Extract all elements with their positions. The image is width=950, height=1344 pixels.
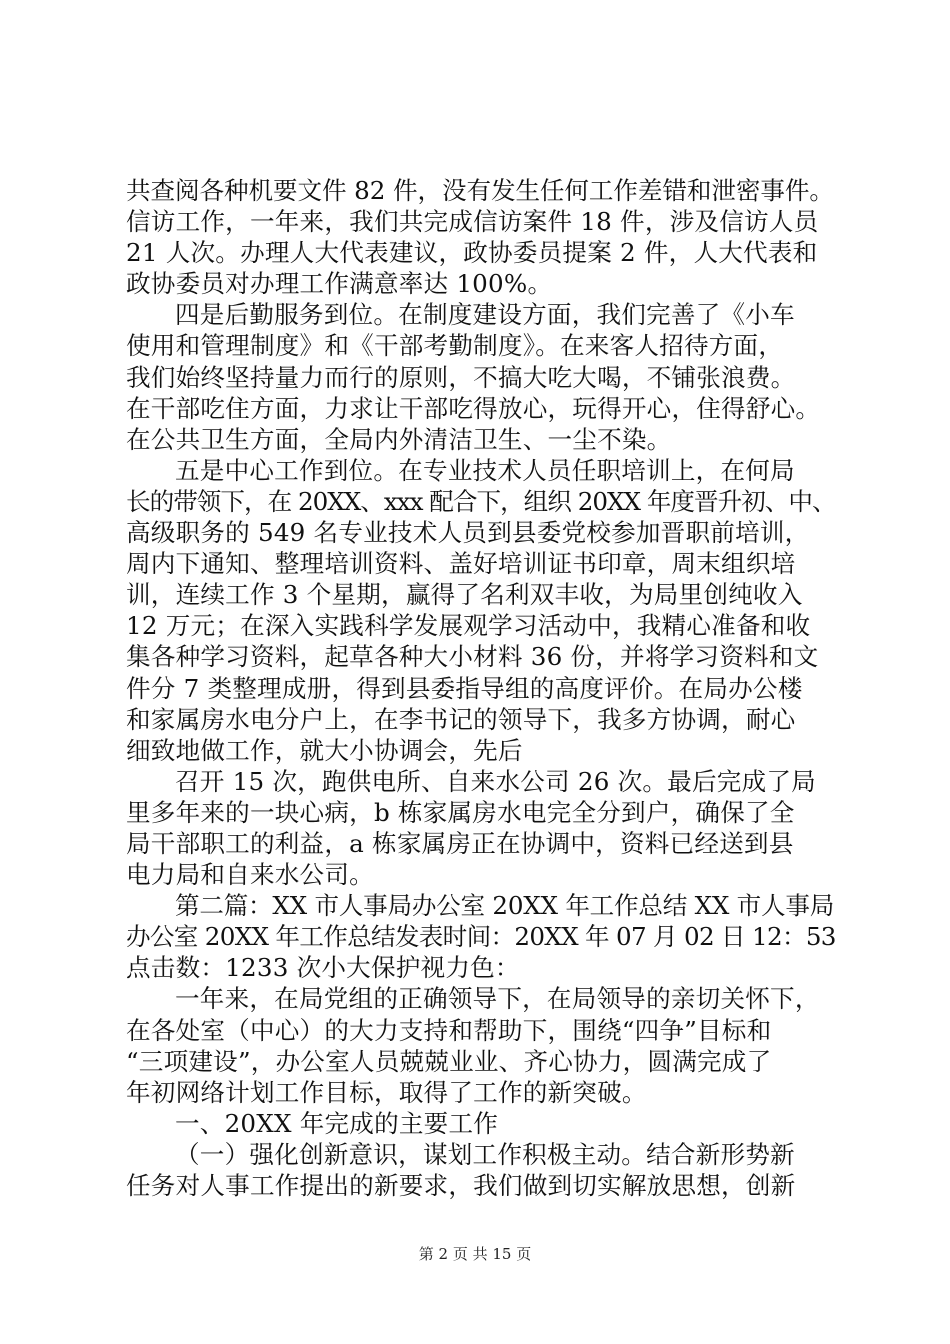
text-line: 训，连续工作 3 个星期，赢得了名利双丰收，为局里创纯收入: [126, 580, 803, 610]
text-line: 21 人次。办理人大代表建议，政协委员提案 2 件，人大代表和: [126, 238, 818, 268]
text-line: 召开 15 次，跑供电所、自来水公司 26 次。最后完成了局: [175, 766, 816, 796]
page-footer: 第 2 页 共 15 页: [418, 1245, 532, 1263]
text-line: 一年来，在局党组的正确领导下，在局领导的亲切关怀下，: [175, 984, 820, 1014]
text-line: 办公室 20XX 年工作总结发表时间：20XX 年 07 月 02 日 12：53: [126, 922, 836, 952]
text-line: （一）强化创新意识，谋划工作积极主动。结合新形势新: [175, 1139, 795, 1169]
text-line: 信访工作，一年来，我们共完成信访案件 18 件，涉及信访人员: [126, 207, 819, 237]
text-line: 集各种学习资料，起草各种大小材料 36 份，并将学习资料和文: [126, 642, 819, 672]
text-line: 细致地做工作，就大小协调会，先后: [126, 735, 523, 765]
text-line: 在各处室（中心）的大力支持和帮助下，围绕“四争”目标和: [126, 1015, 772, 1045]
text-line: 五是中心工作到位。在专业技术人员任职培训上，在何局: [175, 455, 795, 485]
text-line: 高级职务的 549 名专业技术人员到县委党校参加晋职前培训，: [126, 518, 810, 548]
text-line: “三项建设”，办公室人员兢兢业业、齐心协力，圆满完成了: [126, 1046, 772, 1076]
text-line: 在干部吃住方面，力求让干部吃得放心，玩得开心，住得舒心。: [126, 393, 821, 423]
document-body: [126, 175, 836, 1201]
text-line: 在公共卫生方面，全局内外清洁卫生、一尘不染。: [126, 424, 672, 454]
text-line: 四是后勤服务到位。在制度建设方面，我们完善了《小车: [175, 300, 795, 330]
text-line: 里多年来的一块心病，b 栋家属房水电完全分到户，确保了全: [126, 797, 795, 827]
text-line: 政协委员对办理工作满意率达 100%。: [126, 269, 553, 299]
text-line: 件分 7 类整理成册，得到县委指导组的高度评价。在局办公楼: [126, 673, 803, 703]
text-line: 长的带领下，在 20XX、xxx 配合下，组织 20XX 年度晋升初、中、: [126, 486, 836, 516]
text-line: 周内下通知、整理培训资料、盖好培训证书印章，周末组织培: [126, 549, 796, 579]
text-line: 任务对人事工作提出的新要求，我们做到切实解放思想，创新: [126, 1171, 796, 1200]
text-line: 局干部职工的利益，a 栋家属房正在协调中，资料已经送到县: [126, 828, 794, 858]
text-line: 第二篇：XX 市人事局办公室 20XX 年工作总结 XX 市人事局: [175, 891, 835, 921]
text-line: 年初网络计划工作目标，取得了工作的新突破。: [126, 1077, 647, 1107]
text-line: 一、20XX 年完成的主要工作: [175, 1108, 499, 1138]
text-line: 和家属房水电分户上，在李书记的领导下，我多方协调，耐心: [126, 704, 796, 734]
text-line: 共查阅各种机要文件 82 件，没有发生任何工作差错和泄密事件。: [126, 176, 834, 205]
text-line: 使用和管理制度》和《干部考勤制度》。在来客人招待方面，: [126, 331, 784, 361]
text-line: 电力局和自来水公司。: [126, 860, 374, 890]
text-line: 12 万元；在深入实践科学发展观学习活动中，我精心准备和收: [126, 611, 811, 641]
text-line: 我们始终坚持量力而行的原则，不搞大吃大喝，不铺张浪费。: [126, 362, 796, 392]
text-line: 点击数：1233 次小大保护视力色：: [126, 953, 520, 983]
